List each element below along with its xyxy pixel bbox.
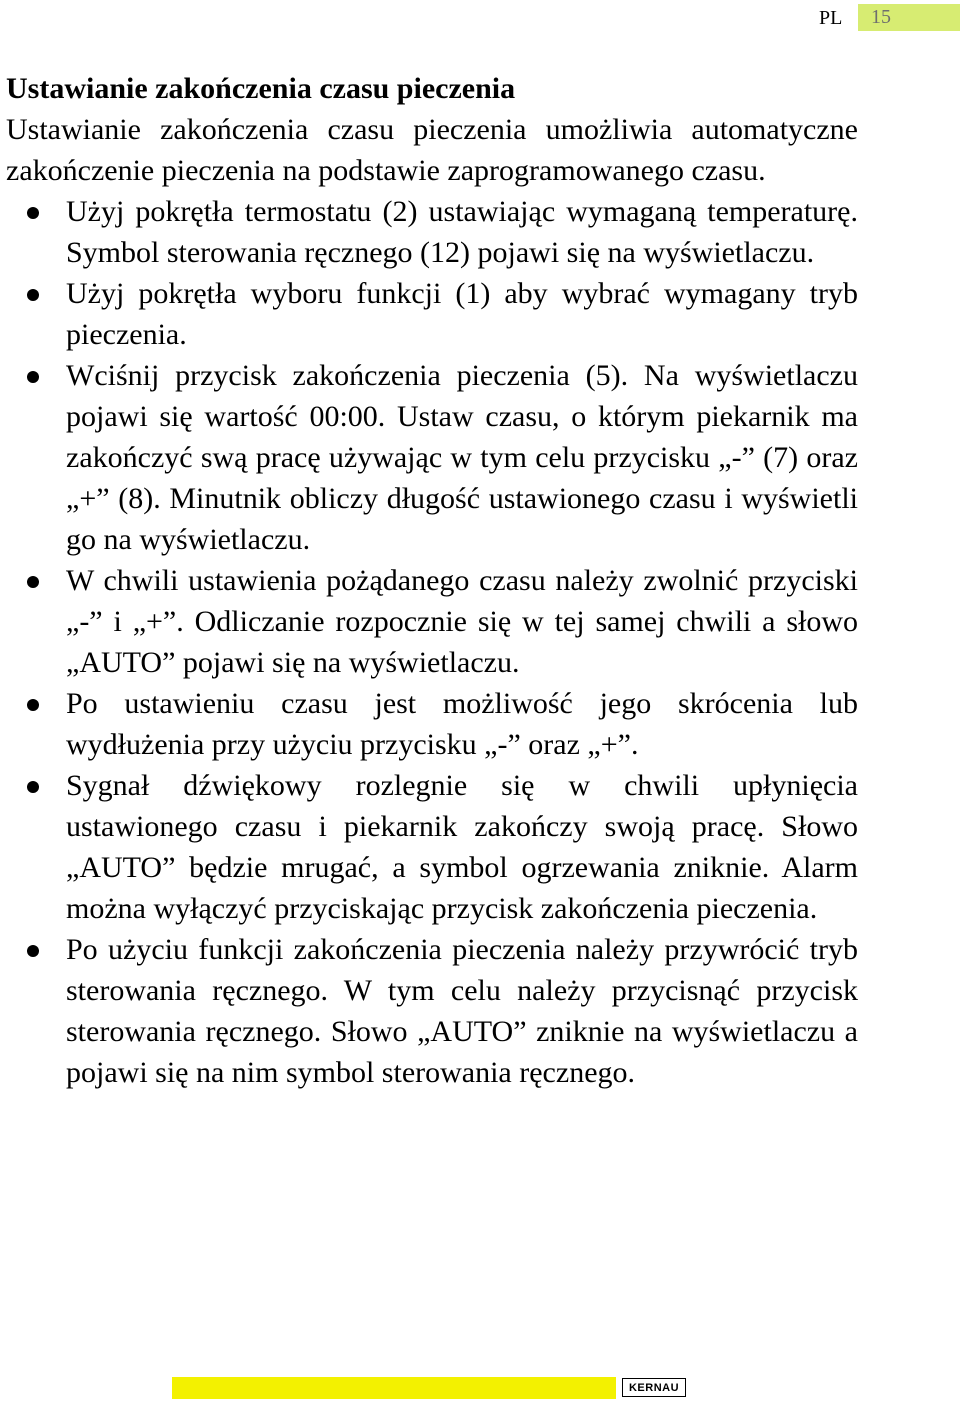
list-item-text: Użyj pokrętła wyboru funkcji (1) aby wybrać wymagany tryb pieczenia.	[66, 277, 858, 351]
list-item	[6, 355, 858, 560]
list-item	[6, 273, 858, 355]
bullet-dot-icon	[27, 576, 39, 588]
section-intro: Ustawianie zakończenia czasu pieczenia umożliwia automatyczne zakończenie pieczenia na podstawie zaprogramowanego czasu.	[6, 113, 858, 187]
bullet-dot-icon	[27, 207, 39, 219]
bullet-dot-icon	[27, 781, 39, 793]
list-item	[6, 765, 858, 929]
list-item	[6, 560, 858, 683]
section-title: Ustawianie zakończenia czasu pieczenia	[6, 72, 516, 105]
footer-bar	[172, 1377, 616, 1399]
list-item-text: Sygnał dźwiękowy rozlegnie się w chwili upłynięcia ustawionego czasu i piekarnik zakończy swoją pracę. Słowo „AUTO” będzie mrugać, a symbol ogrzewania zniknie. Alarm można wyłączyć przyciskając przycisk zakończenia pieczenia.	[66, 769, 858, 925]
bullet-dot-icon	[27, 289, 39, 301]
list-item	[6, 191, 858, 273]
list-item-text: Wciśnij przycisk zakończenia pieczenia (5). Na wyświetlaczu pojawi się wartość 00:00. Ustaw czasu, o którym piekarnik ma zakończyć swą pracę używając w tym celu przycisku „-” (7) oraz „+” (8). Minutnik obliczy długość ustawionego czasu i wyświetli go na wyświetlaczu.	[66, 359, 858, 556]
list-item-text: Użyj pokrętła termostatu (2) ustawiając wymaganą temperaturę. Symbol sterowania ręcznego (12) pojawi się na wyświetlaczu.	[66, 195, 858, 269]
bullet-dot-icon	[27, 371, 39, 383]
list-item	[6, 929, 858, 1093]
brand-logo: KERNAU	[622, 1378, 686, 1397]
list-item-text: Po użyciu funkcji zakończenia pieczenia należy przywrócić tryb sterowania ręcznego. W tym celu należy przycisnąć przycisk sterowania ręcznego. Słowo „AUTO” zniknie na wyświetlaczu a pojawi się na nim symbol sterowania ręcznego.	[66, 933, 858, 1089]
list-item-text: W chwili ustawienia pożądanego czasu należy zwolnić przyciski „-” i „+”. Odliczanie rozpocznie się w tej samej chwili a słowo „AUTO” pojawi się na wyświetlaczu.	[66, 564, 858, 679]
bullet-dot-icon	[27, 699, 39, 711]
instruction-list	[6, 191, 858, 1093]
list-item	[6, 683, 858, 765]
language-label: PL	[819, 7, 843, 29]
list-item-text: Po ustawieniu czasu jest możliwość jego skrócenia lub wydłużenia przy użyciu przycisku „-” oraz „+”.	[66, 687, 858, 761]
section-content	[6, 68, 858, 1093]
bullet-dot-icon	[27, 945, 39, 957]
page-number: 15	[871, 6, 891, 28]
